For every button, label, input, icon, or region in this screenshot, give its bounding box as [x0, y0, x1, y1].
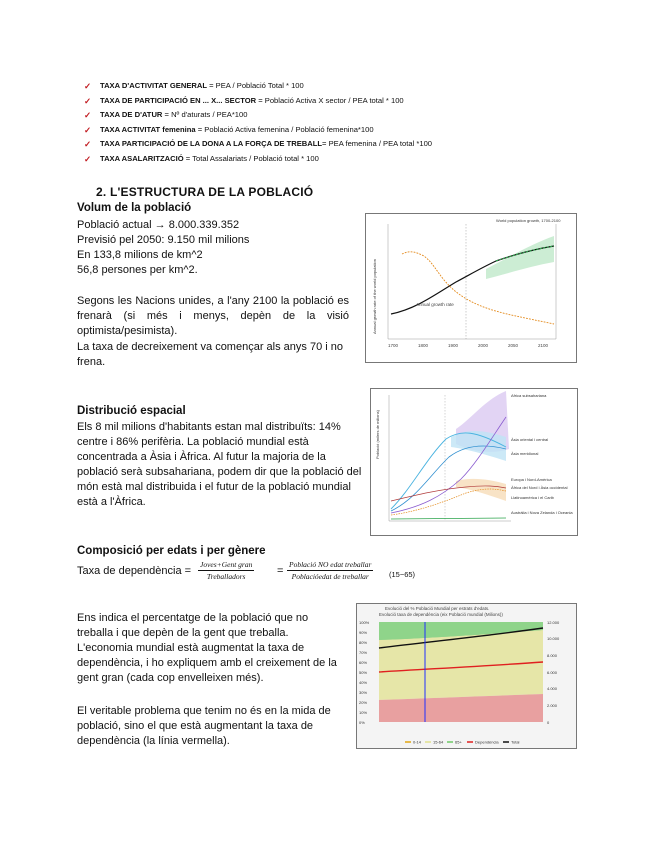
checkmark-icon: ✓ — [84, 139, 92, 150]
checkmark-icon: ✓ — [84, 95, 92, 106]
y-left-tick: 30% — [359, 690, 368, 695]
y-right-tick: 10.000 — [547, 636, 560, 641]
legend-label: 65+ — [455, 739, 462, 745]
bullet-label: TAXA D'ACTIVITAT GENERAL — [100, 81, 207, 90]
formula-label: Taxa de dependència = — [77, 565, 192, 577]
legend-label: Europa i Nord-Amèrica — [511, 477, 552, 482]
legend-label: Austràlia i Nova Zelanda i Oceania — [511, 510, 573, 515]
y-left-tick: 0% — [359, 720, 365, 725]
x-tick: 2100 — [538, 343, 549, 348]
composicio-paragraph: El veritable problema que tenim no és en la mida de població, sino el que està augmentant la taxa de dependència (la línia vermella). — [77, 705, 331, 747]
fraction-denominator: Poblacióedat de treballar — [291, 572, 369, 581]
y-left-tick: 50% — [359, 670, 368, 675]
checkmark-icon: ✓ — [84, 81, 92, 91]
age-chart-svg — [357, 604, 576, 748]
bullet-formula: = Nº d'aturats / PEA*100 — [162, 110, 248, 120]
y-right-tick: 2.000 — [547, 703, 558, 708]
legend-label: Àsia meridional — [511, 451, 539, 456]
checkmark-icon: ✓ — [84, 153, 92, 164]
checkmark-icon: ✓ — [84, 124, 92, 135]
y-right-tick: 6.000 — [547, 670, 558, 675]
regional-chart-svg — [371, 389, 577, 535]
y-right-tick: 8.000 — [547, 653, 558, 658]
legend-label: Àfrica del Nord i Àsia occidental — [511, 485, 568, 490]
bullet-label: TAXA ASALARITZACIÓ — [100, 153, 184, 163]
legend-label: Dependència — [475, 739, 499, 745]
bullet-label: TAXA PARTICIPACIÓ DE LA DONA A LA FORÇA DE TREBALL — [100, 139, 323, 149]
legend-label: Africa subsahariana — [511, 393, 547, 398]
volum-paragraph: Segons les Nacions unides, a l'any 2100 la població es frenarà (si més i menys, depèn de la visió optimista/pesimista). — [77, 295, 349, 337]
x-tick: 1700 — [388, 343, 399, 348]
legend-label: 15-64 — [433, 739, 444, 745]
y-left-tick: 20% — [359, 700, 368, 705]
growth-chart-svg — [366, 214, 576, 362]
y-axis-label: Població (milers de milions) — [375, 410, 380, 459]
y-left-tick: 70% — [359, 650, 368, 655]
age-structure-chart — [356, 603, 577, 749]
legend-label: 0-14 — [413, 739, 422, 745]
y-left-tick: 80% — [359, 640, 368, 645]
chart-title: World population growth, 1700-2100 — [496, 218, 561, 223]
y-left-tick: 10% — [359, 710, 368, 715]
bullet-formula: = Població Activa femenina / Població femenina*100 — [195, 124, 374, 134]
world-population-growth-chart — [365, 213, 577, 363]
asia-south-line — [391, 446, 506, 511]
fraction-1 — [198, 560, 254, 581]
volum-line: Previsió pel 2050: 9.150 mil milions — [77, 234, 250, 246]
composicio-paragraph: Ens indica el percentatge de la població que no treballa i que depèn de la gent que treballa. L'economia mundial està augmentat la taxa de dependència, i ho expliquem amb el creixement de la gent gran (cada cop envelleixen més). — [77, 612, 337, 684]
fraction-numerator: Joves+Gent gran — [200, 560, 253, 569]
band-15-64 — [379, 630, 543, 700]
x-tick: 2000 — [478, 343, 489, 348]
y-left-tick: 90% — [359, 630, 368, 635]
bullet-formula: = PEA femenina / PEA total *100 — [322, 139, 433, 149]
bullet-label: TAXA ACTIVITAT femenina — [100, 124, 196, 134]
fraction-denominator: Treballadors — [206, 572, 246, 581]
fraction-2 — [287, 560, 373, 581]
distribucio-paragraph: Els 8 mil milions d'habitants estan mal distribuïts: 14% centre i 86% perifèria. La població mundial està concentrada a Àsia i Àfrica. Al futur la majoria de la població serà subsahariana, podem dir que la població del món està mal distribuida i el futur de la població mundial està a l'Àfrica. — [77, 421, 362, 508]
equals-sign: = — [277, 565, 284, 577]
checkmark-icon: ✓ — [84, 110, 92, 121]
x-tick: 2050 — [508, 343, 519, 348]
volum-heading: Volum de la població — [77, 202, 192, 214]
volum-line: 56,8 persones per km^2. — [77, 264, 198, 276]
x-tick: 1900 — [448, 343, 459, 348]
bullet-formula: = Total Assalariats / Població total * 100 — [183, 153, 319, 163]
bullet-formula: = Població Activa X sector / PEA total * 100 — [256, 95, 404, 105]
chart-subtitle: Evolució taxa de dependència (eix Població mundial (Milions)) — [379, 612, 503, 617]
chart-title: Evolució del % Població Mundial per estrats d'edats. — [385, 606, 490, 611]
y-left-tick: 100% — [359, 620, 370, 625]
bullet-label: TAXA DE D'ATUR — [100, 110, 163, 120]
bullet-label: TAXA DE PARTICIPACIÓ EN ... X... SECTOR — [100, 95, 257, 105]
volum-line: Població actual → 8.000.339.352 — [77, 219, 240, 231]
y-right-tick: 12.000 — [547, 620, 560, 625]
fraction-numerator: Població NO edat treballar — [289, 560, 372, 569]
volum-line: En 133,8 milions de km^2 — [77, 249, 203, 261]
legend-label: Àsia oriental i central — [511, 437, 549, 442]
dependency-formula — [77, 560, 437, 586]
section-title: 2. L'ESTRUCTURA DE LA POBLACIÓ — [96, 185, 314, 199]
projection-band — [486, 236, 554, 279]
y-right-tick: 4.000 — [547, 686, 558, 691]
y-left-tick: 40% — [359, 680, 368, 685]
legend-label: Llatinoamèrica i el Carib — [511, 495, 554, 500]
y-right-tick: 0 — [547, 720, 550, 725]
y-left-tick: 60% — [359, 660, 368, 665]
oceania-line — [391, 518, 506, 519]
growth-rate-label: Annual growth rate — [416, 302, 454, 307]
composicio-heading: Composició per edats i per gènere — [77, 545, 266, 557]
y-axis-label: Annual growth rate of the world population — [372, 259, 377, 334]
regional-population-chart — [370, 388, 578, 536]
x-tick: 1800 — [418, 343, 429, 348]
legend-label: Total — [511, 739, 520, 745]
distribucio-heading: Distribució espacial — [77, 405, 186, 417]
bullet-formula: = PEA / Població Total * 100 — [207, 81, 304, 90]
fraction-suffix: (15−65) — [389, 570, 416, 579]
volum-paragraph: La taxa de decreixement va començar als anys 70 i no frena. — [77, 341, 343, 368]
